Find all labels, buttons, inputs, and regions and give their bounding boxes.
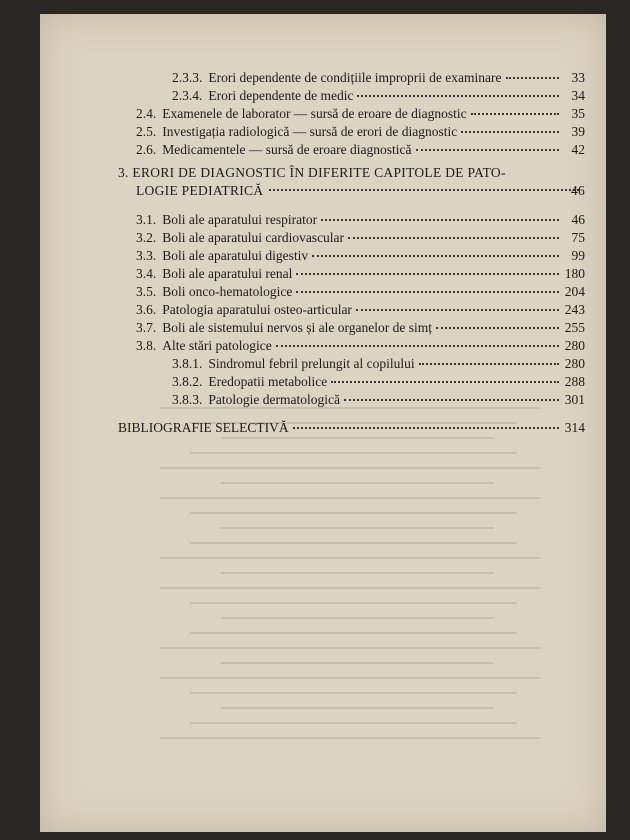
- dot-leader: [471, 112, 559, 115]
- dot-leader: [348, 236, 559, 239]
- toc-entry-2-6[interactable]: 2.6. Medicamentele — sursă de eroare diagnostică 42: [136, 142, 585, 157]
- toc-entry-bibliography[interactable]: BIBLIOGRAFIE SELECTIVĂ 314: [118, 420, 585, 435]
- toc-entry-3-5[interactable]: 3.5. Boli onco-hematologice 204: [136, 284, 585, 299]
- toc-entry-3-3[interactable]: 3.3. Boli ale aparatului digestiv 99: [136, 248, 585, 263]
- dot-leader: [293, 426, 559, 429]
- dot-leader: [356, 308, 559, 311]
- toc-entry-2-3-4[interactable]: 2.3.4. Erori dependente de medic 34: [172, 88, 585, 103]
- toc-entry-3-8-1[interactable]: 3.8.1. Sindromul febril prelungit al copilului 280: [172, 356, 585, 371]
- table-of-contents: [40, 14, 606, 832]
- toc-entry-2-3-3[interactable]: 2.3.3. Erori dependente de condițiile improprii de examinare 33: [172, 70, 585, 85]
- toc-entry-3-8[interactable]: 3.8. Alte stări patologice 280: [136, 338, 585, 353]
- toc-entry-3-8-2[interactable]: 3.8.2. Eredopatii metabolice 288: [172, 374, 585, 389]
- dot-leader: [296, 290, 559, 293]
- toc-entry-3-4[interactable]: 3.4. Boli ale aparatului renal 180: [136, 266, 585, 281]
- toc-entry-3-7[interactable]: 3.7. Boli ale sistemului nervos și ale organelor de simț 255: [136, 320, 585, 335]
- dot-leader: [357, 94, 559, 97]
- book-page: [40, 14, 606, 832]
- toc-entry-3-2[interactable]: 3.2. Boli ale aparatului cardiovascular 75: [136, 230, 585, 245]
- toc-entry-3-8-3[interactable]: 3.8.3. Patologie dermatologică 301: [172, 392, 585, 407]
- dot-leader: [296, 272, 559, 275]
- dot-leader: [321, 218, 559, 221]
- dot-leader: [269, 188, 579, 191]
- dot-leader: [436, 326, 559, 329]
- dot-leader: [419, 362, 559, 365]
- dot-leader: [331, 380, 559, 383]
- toc-entry-3-6[interactable]: 3.6. Patologia aparatului osteo-articular 243: [136, 302, 585, 317]
- dot-leader: [416, 148, 559, 151]
- toc-entry-2-5[interactable]: 2.5. Investigația radiologică — sursă de erori de diagnostic 39: [136, 124, 585, 139]
- dot-leader: [461, 130, 559, 133]
- dot-leader: [506, 76, 559, 79]
- toc-entry-2-4[interactable]: 2.4. Examenele de laborator — sursă de eroare de diagnostic 35: [136, 106, 585, 121]
- dot-leader: [344, 398, 559, 401]
- dot-leader: [276, 344, 559, 347]
- dot-leader: [312, 254, 559, 257]
- toc-entry-3-1[interactable]: 3.1. Boli ale aparatului respirator 46: [136, 212, 585, 227]
- toc-chapter-3[interactable]: 3. ERORI DE DIAGNOSTIC ÎN DIFERITE CAPITOLE DE PATO- LOGIE PEDIATRICĂ 46: [118, 165, 585, 198]
